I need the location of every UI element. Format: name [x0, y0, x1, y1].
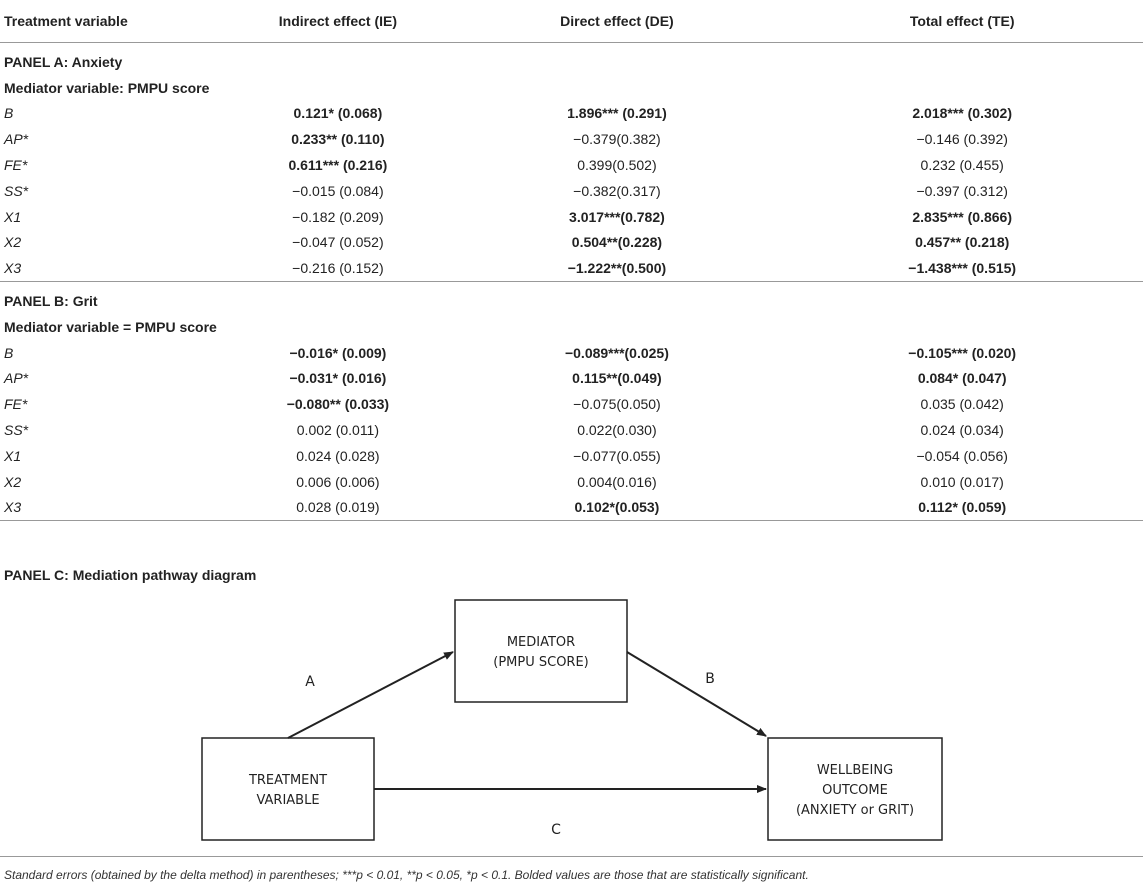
indirect-effect-cell: 0.024 (0.028)	[296, 447, 380, 464]
mediator-box	[455, 600, 627, 702]
total-effect-cell: 0.035 (0.042)	[920, 396, 1004, 413]
indirect-effect-cell: −0.031* (0.016)	[289, 370, 387, 387]
panel-b-title-row	[0, 282, 1143, 314]
total-effect-cell: −0.146 (0.392)	[916, 131, 1008, 148]
indirect-effect-cell: −0.015 (0.084)	[292, 182, 384, 199]
direct-effect-cell: −0.382(0.317)	[573, 182, 661, 199]
total-effect-cell: −1.438*** (0.515)	[781, 255, 1143, 281]
total-effect-cell: 0.024 (0.034)	[920, 422, 1004, 439]
total-effect-cell: 0.084* (0.047)	[917, 370, 1007, 387]
table-row	[0, 495, 1143, 521]
direct-effect-cell: 0.504**(0.228)	[571, 234, 663, 251]
direct-effect-cell: 3.017***(0.782)	[569, 208, 665, 225]
panel-b-mediator: Mediator variable = PMPU score	[4, 318, 217, 335]
row-label: SS*	[4, 182, 29, 199]
panel-b-title: PANEL B: Grit	[4, 293, 98, 310]
indirect-effect-cell: 0.233** (0.110)	[291, 131, 385, 148]
total-effect-cell: −0.054 (0.056)	[916, 447, 1008, 464]
panel-b-mediator-row	[0, 314, 1143, 340]
header-indirect-effect: Indirect effect (IE)	[223, 0, 452, 43]
table-row	[0, 204, 1143, 230]
total-effect-cell: 2.018*** (0.302)	[912, 105, 1012, 122]
treatment-box-line-1: TREATMENT	[248, 773, 328, 788]
treatment-box	[202, 738, 374, 840]
path-b-label: B	[705, 671, 715, 687]
direct-effect-cell: 0.004(0.016)	[577, 473, 657, 490]
total-effect-cell: 0.112* (0.059)	[781, 495, 1143, 521]
indirect-effect-cell: −0.047 (0.052)	[292, 234, 384, 251]
row-label: X2	[4, 234, 22, 251]
direct-effect-cell: 1.896*** (0.291)	[567, 105, 667, 122]
indirect-effect-cell: 0.002 (0.011)	[296, 422, 380, 439]
outcome-box-line-3: (ANXIETY or GRIT)	[795, 803, 915, 818]
row-label: FE*	[4, 396, 28, 413]
row-label: SS*	[4, 422, 29, 439]
indirect-effect-cell: −0.216 (0.152)	[223, 255, 452, 281]
indirect-effect-cell: 0.006 (0.006)	[296, 473, 380, 490]
table-row	[0, 391, 1143, 417]
total-effect-cell: 0.010 (0.017)	[920, 473, 1004, 490]
header-treatment-variable: Treatment variable	[0, 0, 223, 43]
total-effect-cell: −0.397 (0.312)	[916, 182, 1008, 199]
table-row	[0, 366, 1143, 392]
total-effect-cell: 0.232 (0.455)	[920, 157, 1004, 174]
table-row	[0, 101, 1143, 127]
indirect-effect-cell: 0.611*** (0.216)	[288, 157, 388, 174]
row-label: B	[4, 344, 14, 361]
indirect-effect-cell: −0.182 (0.209)	[292, 208, 384, 225]
row-label: X1	[4, 447, 22, 464]
table-footnote: Standard errors (obtained by the delta method) in parentheses; ***p < 0.01, **p < 0.05, *p < 0.1. Bolded values are those that are statistically significant.	[4, 868, 809, 882]
total-effect-cell: 0.457** (0.218)	[915, 234, 1010, 251]
row-label: X2	[4, 473, 22, 490]
direct-effect-cell: 0.115**(0.049)	[572, 370, 662, 387]
outcome-box-line-1: WELLBEING	[816, 763, 894, 778]
mediator-box-line-1: MEDIATOR	[506, 635, 576, 650]
row-label: FE*	[4, 157, 28, 174]
indirect-effect-cell: −0.080** (0.033)	[286, 396, 390, 413]
header-row	[0, 0, 1143, 43]
table-row	[0, 255, 1143, 281]
outcome-box-line-2: OUTCOME	[822, 783, 888, 798]
table-row	[0, 152, 1143, 178]
path-c-label: C	[551, 822, 561, 838]
row-label: B	[4, 105, 14, 122]
panel-c-title: PANEL C: Mediation pathway diagram	[4, 567, 257, 583]
header-total-effect: Total effect (TE)	[781, 0, 1143, 43]
panel-a-mediator-row	[0, 75, 1143, 101]
row-label: AP*	[4, 131, 29, 148]
table-row	[0, 417, 1143, 443]
row-label: X3	[0, 255, 223, 281]
panel-a-title: PANEL A: Anxiety	[4, 53, 123, 70]
direct-effect-cell: −0.089***(0.025)	[564, 344, 669, 361]
path-b-arrow	[627, 652, 766, 736]
path-a-label: A	[305, 674, 315, 690]
footnote-divider	[0, 856, 1143, 857]
mediator-box-line-2: (PMPU SCORE)	[493, 655, 589, 670]
table-row	[0, 340, 1143, 366]
row-label: X1	[4, 208, 22, 225]
direct-effect-cell: 0.399(0.502)	[577, 157, 657, 174]
indirect-effect-cell: −0.016* (0.009)	[289, 344, 387, 361]
table-row	[0, 178, 1143, 204]
panel-a-title-row	[0, 43, 1143, 75]
row-label: AP*	[4, 370, 29, 387]
direct-effect-cell: −0.077(0.055)	[573, 447, 661, 464]
direct-effect-cell: −1.222**(0.500)	[452, 255, 781, 281]
total-effect-cell: 2.835*** (0.866)	[912, 208, 1012, 225]
total-effect-cell: −0.105*** (0.020)	[908, 344, 1017, 361]
direct-effect-cell: 0.022(0.030)	[577, 422, 657, 439]
direct-effect-cell: −0.379(0.382)	[573, 131, 661, 148]
table-row	[0, 469, 1143, 495]
mediation-diagram	[0, 590, 1143, 850]
indirect-effect-cell: 0.028 (0.019)	[223, 495, 452, 521]
table-row	[0, 230, 1143, 256]
header-direct-effect: Direct effect (DE)	[452, 0, 781, 43]
path-a-arrow	[288, 652, 453, 738]
treatment-box-line-2: VARIABLE	[256, 793, 320, 808]
direct-effect-cell: 0.102*(0.053)	[452, 495, 781, 521]
row-label: X3	[0, 495, 223, 521]
table-row	[0, 443, 1143, 469]
indirect-effect-cell: 0.121* (0.068)	[293, 105, 383, 122]
table-row	[0, 126, 1143, 152]
direct-effect-cell: −0.075(0.050)	[573, 396, 661, 413]
panel-a-mediator: Mediator variable: PMPU score	[4, 79, 210, 96]
